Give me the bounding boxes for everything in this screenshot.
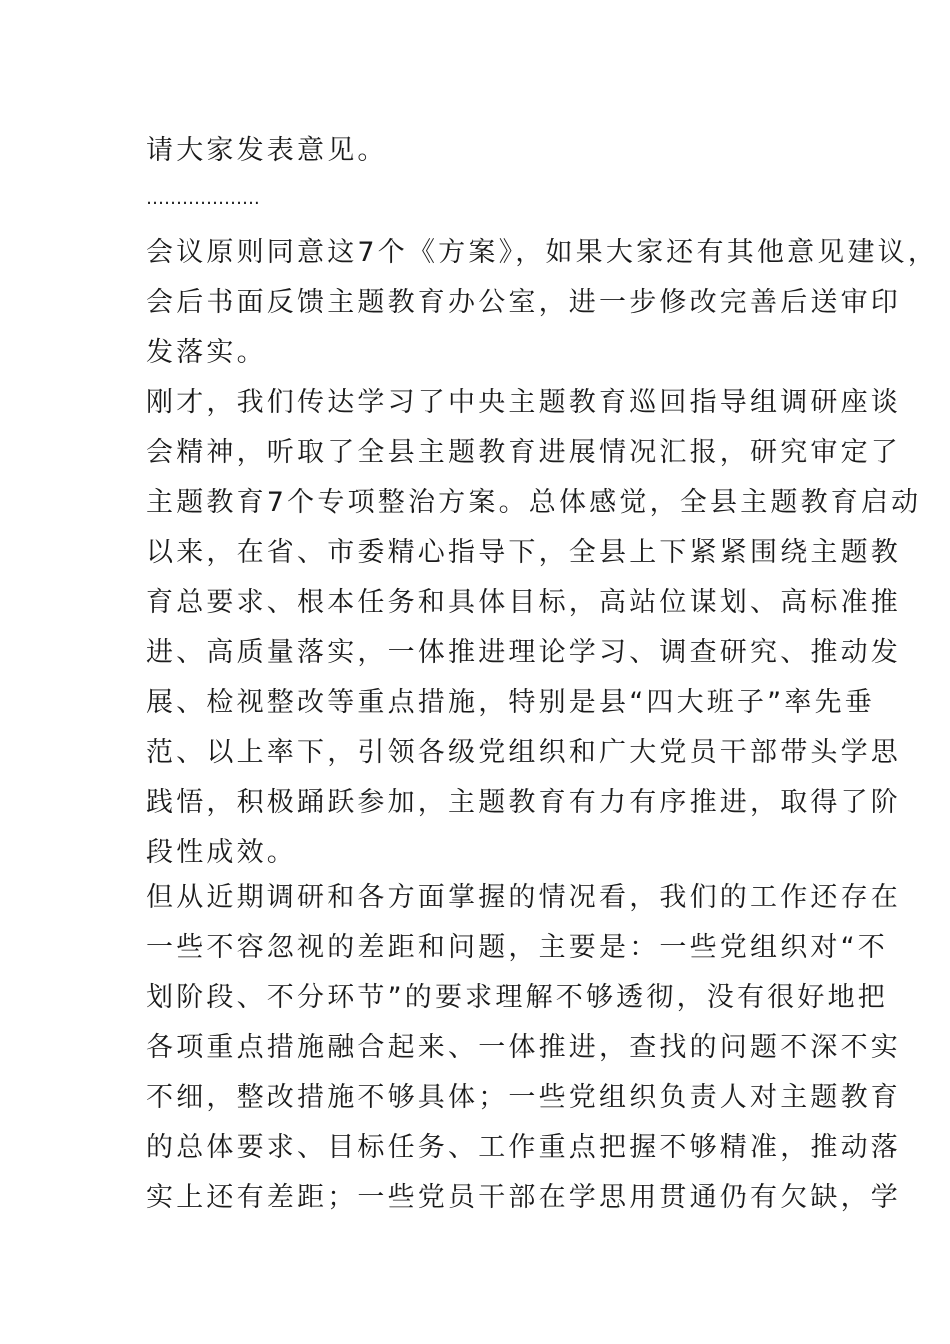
paragraph-2 — [146, 378, 922, 878]
paragraph-line: 展、检视整改等重点措施，特别是县“四大班子”率先垂 — [146, 687, 875, 718]
ellipsis-separator: ………………. — [146, 188, 260, 209]
paragraph-line: 会精神，听取了全县主题教育进展情况汇报，研究审定了 — [146, 437, 901, 468]
paragraph-line: 发落实。 — [146, 337, 267, 368]
paragraph-line: 范、以上率下，引领各级党组织和广大党员干部带头学思 — [146, 737, 901, 768]
paragraph-1 — [146, 228, 939, 378]
paragraph-line: 各项重点措施融合起来、一体推进，查找的问题不深不实 — [146, 1032, 901, 1063]
paragraph-line: 一些不容忽视的差距和问题，主要是：一些党组织对“不 — [146, 932, 888, 963]
paragraph-line: 会后书面反馈主题教育办公室，进一步修改完善后送审印 — [146, 287, 901, 318]
paragraph-line: 刚才，我们传达学习了中央主题教育巡回指导组调研座谈 — [146, 387, 901, 418]
paragraph-line: 划阶段、不分环节”的要求理解不够透彻，没有很好地把 — [146, 982, 888, 1013]
paragraph-3 — [146, 873, 901, 1223]
paragraph-line: 践悟，积极踊跃参加，主题教育有力有序推进，取得了阶 — [146, 787, 901, 818]
paragraph-line: 进、高质量落实，一体推进理论学习、调查研究、推动发 — [146, 637, 901, 668]
paragraph-line: 不细，整改措施不够具体；一些党组织负责人对主题教育 — [146, 1082, 901, 1113]
paragraph-line: 但从近期调研和各方面掌握的情况看，我们的工作还存在 — [146, 882, 901, 913]
intro-line: 请大家发表意见。 — [146, 135, 388, 166]
paragraph-line: 的总体要求、目标任务、工作重点把握不够精准，推动落 — [146, 1132, 901, 1163]
paragraph-line: 会议原则同意这7个《方案》，如果大家还有其他意见建议， — [146, 237, 939, 268]
paragraph-line: 育总要求、根本任务和具体目标，高站位谋划、高标准推 — [146, 587, 901, 618]
paragraph-line: 以来，在省、市委精心指导下，全县上下紧紧围绕主题教 — [146, 537, 901, 568]
paragraph-line: 主题教育7个专项整治方案。总体感觉，全县主题教育启动 — [146, 487, 922, 518]
paragraph-line: 实上还有差距；一些党员干部在学思用贯通仍有欠缺，学 — [146, 1182, 901, 1213]
intro-paragraph — [146, 126, 826, 176]
paragraph-line: 段性成效。 — [146, 837, 297, 868]
